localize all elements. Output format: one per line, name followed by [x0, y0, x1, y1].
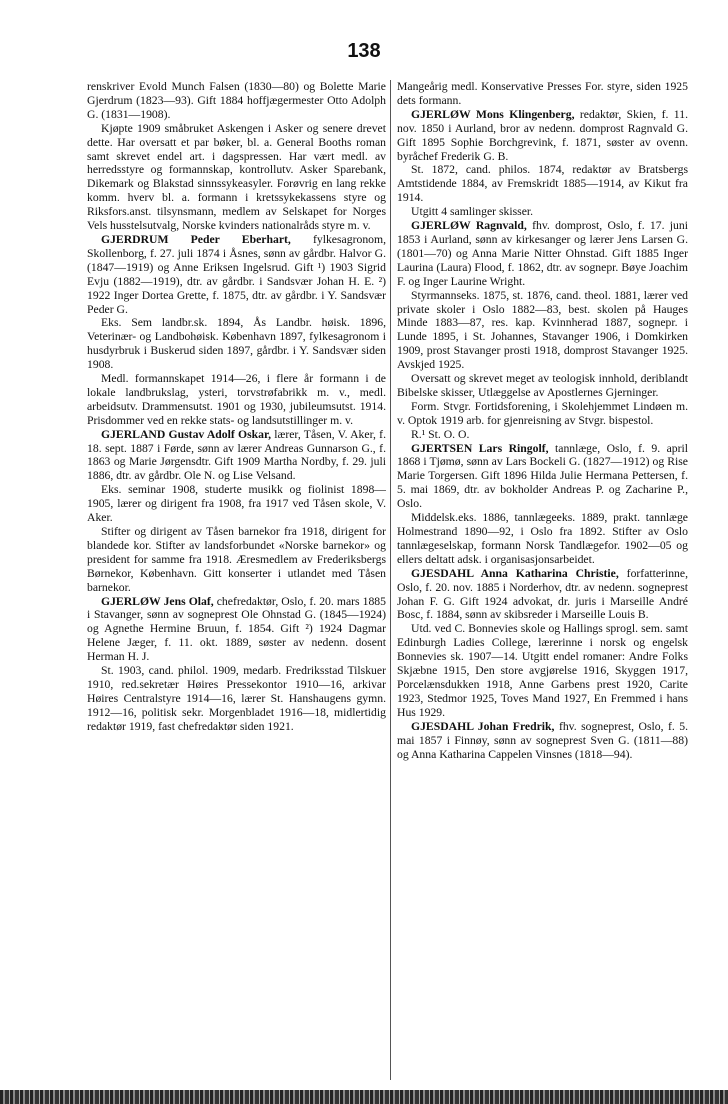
entry-paragraph: Utd. ved C. Bonnevies skole og Hallings sprogl. sem. samt Edinburgh Ladies College, lærerinne i norsk og engelsk Bonnevies sk. 1907—14. Utgitt endel romaner: Andre Folks Skjæbne 1915, Den store avgjørelse 1916, Skyggen 1917, Porcelænsdukken 1918, Anne Garbens prest 1920, Carite 1923, Stedmor 1925, Toves Mand 1927, En Fremmed i hans Hus 1929. — [397, 622, 688, 719]
entry-paragraph: St. 1872, cand. philos. 1874, redaktør av Bratsbergs Amtstidende 1884, av Fremskridt 1885—1914, av Kikut fra 1914. — [397, 163, 688, 205]
entry-continuation: renskriver Evold Munch Falsen (1830—80) og Bolette Marie Gjerdrum (1823—93). Gift 1884 hoffjægermester Otto Adolph G. (1831—1908). — [87, 80, 386, 121]
entry-name: GJERLØW Ragnvald, — [411, 219, 527, 233]
page-number: 138 — [347, 40, 381, 62]
entry-gjerland-gustav: GJERLAND Gustav Adolf Oskar, lærer, Tåsen, V. Aker, f. 18. sept. 1887 i Førde, sønn av lærer Andreas Gunnarson G., f. 1863 og Marie Jørgensdtr. Gift 1909 Martha Nordby, f. 29. juli 1886, dtr. av gårdbr. Ole N. og Lise Velsand. — [87, 427, 386, 483]
entry-paragraph: Styrmannseks. 1875, st. 1876, cand. theol. 1881, lærer ved private skoler i Oslo 1882—83, best. skolen på Hauges Minde 1883—87, res. kap. Kvinnherad 1887, sognepr. i Lunde 1895, i St. Johannes, Stavanger 1906, i Domkirken 1909, prost Stavanger prosti 1918, domprost Stavanger 1925. Avskjed 1925. — [397, 288, 688, 372]
entry-name: GJERDRUM Peder Eberhart, — [101, 232, 291, 246]
entry-gjesdahl-johan: GJESDAHL Johan Fredrik, fhv. sogneprest, Oslo, f. 5. mai 1857 i Finnøy, sønn av sogneprest Sven G. (1811—88) og Anna Katharina Cappelen Vinsnes (1818—94). — [397, 719, 689, 761]
right-column — [397, 80, 688, 761]
left-column — [87, 80, 386, 734]
entry-paragraph: St. 1903, cand. philol. 1909, medarb. Fredriksstad Tilskuer 1910, red.sekretær Høires Pressekontor 1910—16, arkivar Høires Centralstyre 1914—16, lærer St. Hanshaugens gymn. 1912—16, politisk sekr. Morgenbladet 1916—18, midlertidig redaktør 1919, fast chefredaktør siden 1921. — [87, 664, 386, 733]
entry-paragraph: Utgitt 4 samlinger skisser. — [411, 205, 534, 219]
entry-paragraph: Middelsk.eks. 1886, tannlægeeks. 1889, prakt. tannlæge Holmestrand 1890—92, i Oslo fra 1892. Stifter av Oslo tannlægeselskap, formann Norsk Tandlægefor. 1902—05 og ellers deltatt adsk. i organisasjonsarbeidet. — [397, 511, 688, 566]
entry-name: GJERLØW Jens Olaf, — [101, 594, 214, 608]
entry-gjesdahl-anna: GJESDAHL Anna Katharina Christie, forfatterinne, Oslo, f. 20. nov. 1885 i Norderhov, dtr. av nedenn. sogneprest Johan F. G. Gift 1924 advokat, dr. juris i Marseille André Bosc, f. 1884, sønn av skibsreder i Marseille Louis B. — [397, 566, 688, 622]
entry-gjertsen-lars: GJERTSEN Lars Ringolf, tannlæge, Oslo, f. 9. april 1868 i Tjømø, sønn av Lars Bockeli G. (1827—1912) og Rise Marie Torgersen. Gift 1896 Hilda Julie Hermana Pettersen, f. 5. mai 1869, dtr. av bokholder Andreas P. og Zacharine P., Oslo. — [397, 441, 688, 511]
entry-gjerlow-jens: GJERLØW Jens Olaf, chefredaktør, Oslo, f. 20. mars 1885 i Stavanger, sønn av sogneprest Ole Ohnstad G. (1845—1924) og Agnethe Hermine Bruun, f. 1854. Gift ²) 1924 Dagmar Helene Jæger, f. 11. okt. 1889, søster av nedenn. dosent Herman H. J. — [87, 594, 386, 664]
entry-name: GJERLAND Gustav Adolf Oskar, — [101, 427, 272, 441]
entry-paragraph: Oversatt og skrevet meget av teologisk innhold, deriblandt Bibelske skisser, Utlæggelse av Apostlernes Gjerninger. — [397, 372, 688, 399]
entry-name: GJESDAHL Johan Fredrik, — [411, 719, 555, 733]
entry-paragraph: R.¹ St. O. O. — [411, 427, 470, 441]
entry-gjerdrum-peder: GJERDRUM Peder Eberhart, fylkesagronom, Skollenborg, f. 27. juli 1874 i Åsnes, sønn av gårdbr. Halvor G. (1847—1919) og Anne Eriksen Ingelsrud. Gift ¹) 1903 Sigrid Evju (1882—1919), dtr. av gårdbr. i Sandsvær Johan H. E. ²) 1922 Inger Dortea Grette, f. 1875, dtr. av gårdbr. i Y. Sandsvær Peder G. — [87, 232, 387, 316]
scan-edge — [0, 1090, 728, 1104]
entry-paragraph: Kjøpte 1909 småbruket Askengen i Asker og senere drevet dette. Har oversatt et par bøker, bl. a. General Booths roman samt skrevet endel art. i dagspressen. Har vært medl. av herredsstyre og formannskap, kontrollutv. Asker Sparebank, Dikemark og Blakstad sinnssykeasyler. Forøvrig en lang rekke komm. hverv bl. a. formann i kretssykekassens styre og Riksfors.anst. tilsynsmann, medlem av Selskapet for Norges Vels husstelsutvalg, Norske kvinders nationalråds styre m. v. — [87, 121, 386, 233]
entry-gjerlow-ragnvald: GJERLØW Ragnvald, fhv. domprost, Oslo, f. 17. juni 1853 i Aurland, sønn av kirkesanger og lærer Jens Larsen G. (1801—70) og Anna Marie Nitter Ohnstad. Gift 1885 Inger Laurina (Laura) Flood, f. 1862, dtr. av sognepr. Bøye Joachim F. og Inger Laurine Wright. — [397, 219, 688, 288]
entry-gjerlow-mons: GJERLØW Mons Klingenberg, redaktør, Skien, f. 11. nov. 1850 i Aurland, bror av nedenn. domprost Ragnvald G. Gift 1895 Sophie Borchgrevink, f. 1871, søster av ovenn. byråchef Frederik G. B. — [397, 107, 688, 163]
entry-name: GJESDAHL Anna Katharina Christie, — [411, 566, 619, 580]
entry-name: GJERTSEN Lars Ringolf, — [411, 441, 549, 455]
entry-paragraph: Stifter og dirigent av Tåsen barnekor fra 1918, dirigent for blandede kor. Stifter av landsforbundet «Norske barnekor» og president for samme fra 1918. Æresmedlem av Frederiksbergs Børnekor, København. Gitt konserter i utlandet med Tåsen barnekor. — [87, 525, 386, 594]
entry-paragraph: Eks. seminar 1908, studerte musikk og fiolinist 1898—1905, lærer og dirigent fra 1908, fra 1917 ved Tåsen skole, V. Aker. — [87, 483, 386, 525]
column-divider — [390, 80, 391, 1080]
entry-continuation: Mangeårig medl. Konservative Presses For. styre, siden 1925 dets formann. — [397, 80, 688, 107]
entry-paragraph: Eks. Sem landbr.sk. 1894, Ås Landbr. høisk. 1896, Veterinær- og Landbohøisk. København 1897, fylkesagronom i husdyrbruk i Buskerud siden 1897, gårdbr. i Y. Sandsvær siden 1908. — [87, 316, 386, 372]
entry-paragraph: Form. Stvgr. Fortidsforening, i Skolehjemmet Lindøen m. v. Optok 1919 arb. for gjenreisning av Stvgr. bispestol. — [397, 399, 688, 427]
entry-paragraph: Medl. formannskapet 1914—26, i flere år formann i de lokale landbrukslag, ysteri, torvstrøfabrikk m. v., medl. arbeidsutv. Drammensutst. 1901 og 1930, jubileumsutst. 1914. Prisdommer ved en rekke stats- og landsutstillinger m. v. — [87, 372, 386, 427]
entry-name: GJERLØW Mons Klingenberg, — [411, 107, 575, 121]
